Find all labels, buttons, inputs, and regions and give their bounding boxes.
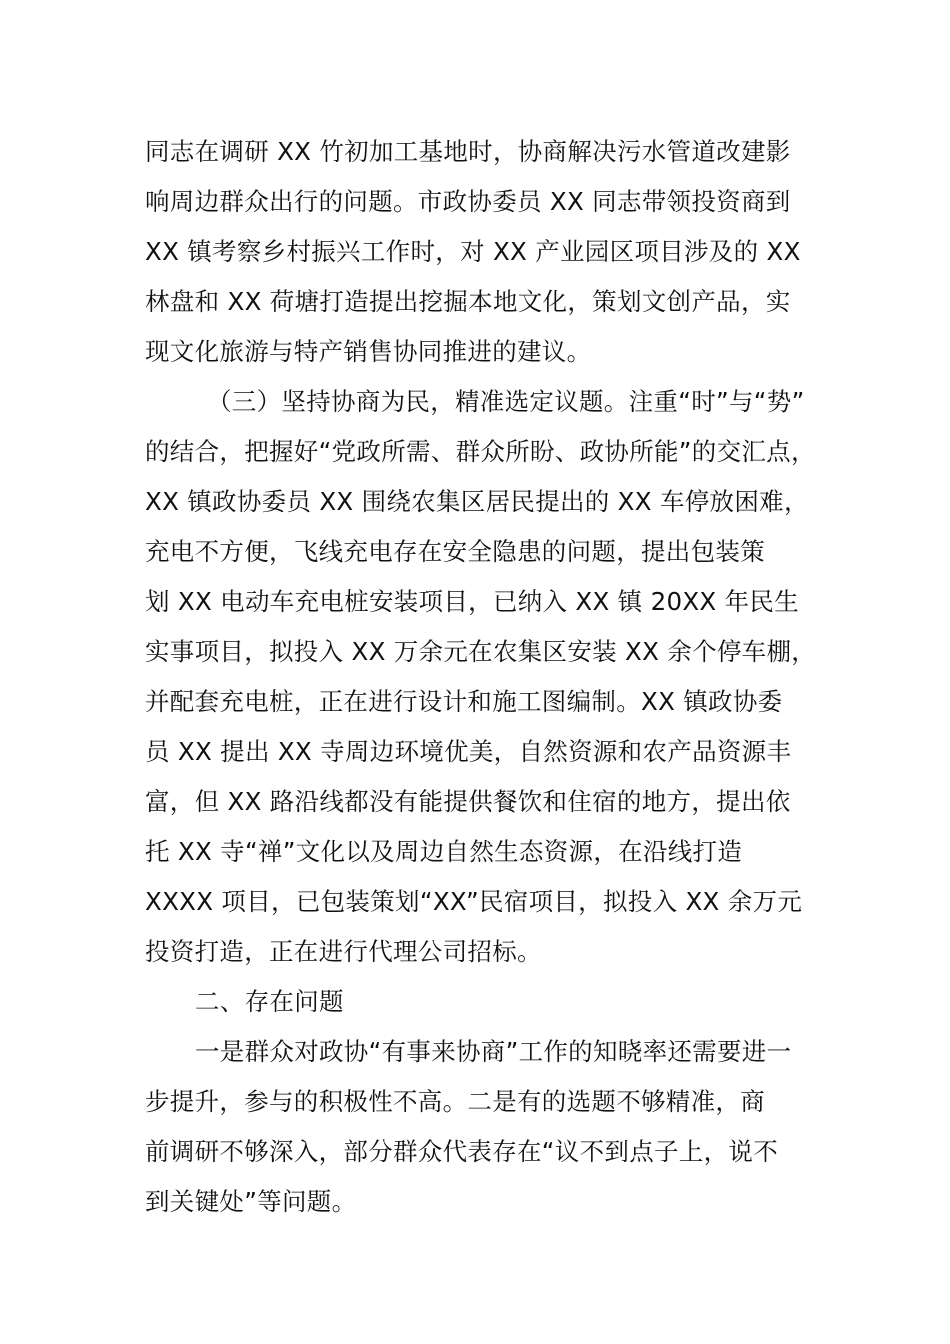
text-line: 同志在调研 XX 竹初加工基地时，协商解决污水管道改建影 — [145, 137, 791, 166]
paragraph-problems — [145, 1027, 835, 1227]
text-line: 员 XX 提出 XX 寺周边环境优美，自然资源和农产品资源丰 — [145, 737, 792, 766]
text-line: 并配套充电桩，正在进行设计和施工图编制。XX 镇政协委 — [145, 687, 783, 716]
text-line: 充电不方便，飞线充电存在安全隐患的问题，提出包装策 — [145, 537, 765, 566]
text-line: 前调研不够深入，部分群众代表存在“议不到点子上，说不 — [145, 1137, 778, 1166]
text-line: 富，但 XX 路沿线都没有能提供餐饮和住宿的地方，提出依 — [145, 787, 791, 816]
paragraph-continued-research — [145, 127, 835, 377]
text-line: 实事项目，拟投入 XX 万余元在农集区安装 XX 余个停车棚， — [145, 637, 817, 666]
text-line: XX 镇考察乡村振兴工作时，对 XX 产业园区项目涉及的 XX — [145, 237, 801, 266]
text-line: （三）坚持协商为民，精准选定议题。注重“时”与“势” — [207, 387, 805, 416]
text-line: 的结合，把握好“党政所需、群众所盼、政协所能”的交汇点， — [145, 437, 816, 466]
text-line: 托 XX 寺“禅”文化以及周边自然生态资源，在沿线打造 — [145, 837, 743, 866]
text-line: 投资打造，正在进行代理公司招标。 — [145, 937, 542, 966]
document-body — [145, 127, 835, 1227]
paragraph-section-three — [145, 377, 835, 977]
section-heading-existing-problems — [145, 977, 835, 1027]
text-line: 响周边群众出行的问题。市政协委员 XX 同志带领投资商到 — [145, 187, 791, 216]
text-line: XX 镇政协委员 XX 围绕农集区居民提出的 XX 车停放困难， — [145, 487, 809, 516]
text-line: 到关键处”等问题。 — [145, 1187, 357, 1216]
text-line: XXXX 项目，已包装策划“XX”民宿项目，拟投入 XX 余万元 — [145, 887, 803, 916]
text-line: 现文化旅游与特产销售协同推进的建议。 — [145, 337, 592, 366]
text-line: 一是群众对政协“有事来协商”工作的知晓率还需要进一 — [195, 1037, 792, 1066]
text-line: 林盘和 XX 荷塘打造提出挖掘本地文化，策划文创产品，实 — [145, 287, 791, 316]
text-line: 划 XX 电动车充电桩安装项目，已纳入 XX 镇 20XX 年民生 — [145, 587, 800, 616]
text-line: 步提升，参与的积极性不高。二是有的选题不够精准，商 — [145, 1087, 765, 1116]
section-heading: 二、存在问题 — [195, 987, 344, 1016]
